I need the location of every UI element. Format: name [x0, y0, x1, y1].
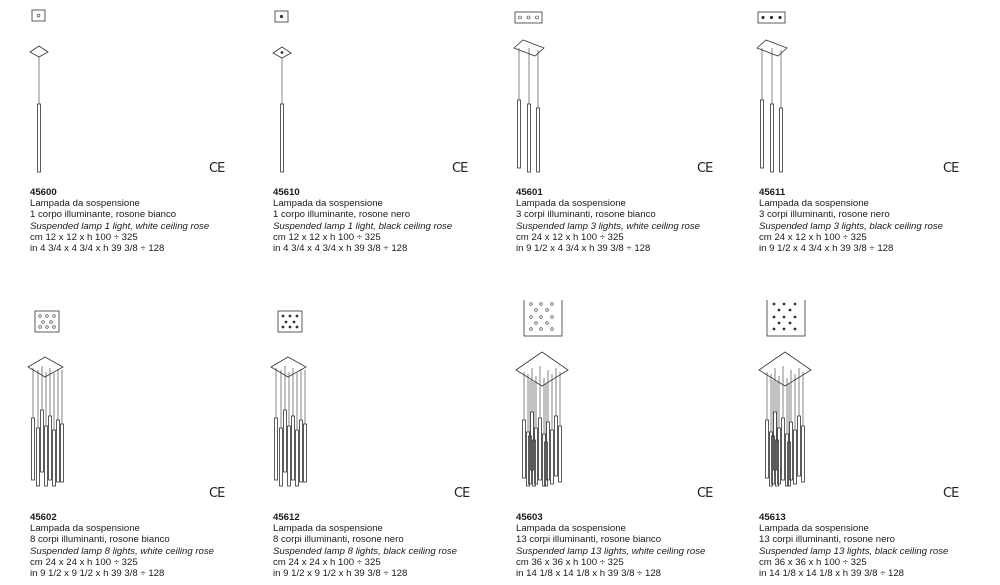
product-dims-in: in 9 1/2 x 4 3/4 x h 39 3/8 ÷ 128: [516, 243, 651, 255]
product-desc-en: Suspended lamp 3 lights, white ceiling rose: [516, 220, 700, 232]
product-code: 45600: [30, 187, 57, 198]
ce-mark: CE: [454, 486, 470, 501]
ce-mark: CE: [943, 161, 959, 176]
lamp-drawing: [0, 300, 243, 500]
lamp-drawing: [243, 300, 486, 500]
lamp-drawing: [486, 300, 729, 500]
product-title-it: Lampada da sospensione: [30, 523, 140, 535]
product-spec: [516, 187, 700, 254]
product-dims-cm: cm 12 x 12 x h 100 ÷ 325: [273, 231, 381, 243]
product-code: 45610: [273, 187, 300, 198]
product-dims-in: in 14 1/8 x 14 1/8 x h 39 3/8 ÷ 128: [759, 568, 905, 580]
ce-mark: CE: [209, 161, 225, 176]
product-code: 45602: [30, 512, 57, 523]
lamp-drawing: [0, 0, 243, 190]
product-dims-in: in 9 1/2 x 9 1/2 x h 39 3/8 ÷ 128: [273, 568, 408, 580]
product-spec: [30, 187, 209, 254]
product-desc-it: 13 corpi illuminanti, rosone bianco: [516, 534, 662, 546]
product-desc-en: Suspended lamp 8 lights, white ceiling rose: [30, 545, 214, 557]
product-desc-en: Suspended lamp 8 lights, black ceiling rose: [273, 545, 457, 557]
product-title-it: Lampada da sospensione: [516, 198, 626, 210]
product-dims-cm: cm 36 x 36 x h 100 ÷ 325: [759, 556, 867, 568]
product-title-it: Lampada da sospensione: [273, 523, 383, 535]
product-dims-cm: cm 36 x 36 x h 100 ÷ 325: [516, 556, 624, 568]
product-dims-cm: cm 24 x 12 x h 100 ÷ 325: [516, 231, 624, 243]
lamp-drawing: [243, 0, 486, 190]
product-title-it: Lampada da sospensione: [30, 198, 140, 210]
product-code: 45601: [516, 187, 543, 198]
product-desc-en: Suspended lamp 1 light, white ceiling rose: [30, 220, 210, 232]
lamp-drawing: [729, 300, 972, 500]
product-desc-en: Suspended lamp 13 lights, black ceiling rose: [759, 545, 949, 557]
product-dims-cm: cm 24 x 12 x h 100 ÷ 325: [759, 231, 867, 243]
product-desc-en: Suspended lamp 1 light, black ceiling rose: [273, 220, 453, 232]
product-code: 45612: [273, 512, 300, 523]
ce-mark: CE: [209, 486, 225, 501]
product-title-it: Lampada da sospensione: [759, 523, 869, 535]
product-desc-it: 3 corpi illuminanti, rosone bianco: [516, 209, 656, 221]
product-desc-it: 1 corpo illuminante, rosone nero: [273, 209, 411, 221]
product-desc-it: 13 corpi illuminanti, rosone nero: [759, 534, 895, 546]
product-dims-cm: cm 24 x 24 x h 100 ÷ 325: [273, 556, 381, 568]
product-dims-cm: cm 24 x 24 x h 100 ÷ 325: [30, 556, 138, 568]
product-spec: [516, 512, 705, 579]
product-desc-en: Suspended lamp 3 lights, black ceiling rose: [759, 220, 943, 232]
product-spec: [273, 187, 452, 254]
product-dims-in: in 4 3/4 x 4 3/4 x h 39 3/8 ÷ 128: [273, 243, 408, 255]
product-dims-in: in 9 1/2 x 4 3/4 x h 39 3/8 ÷ 128: [759, 243, 894, 255]
lamp-drawing: [486, 0, 729, 190]
ce-mark: CE: [697, 161, 713, 176]
ce-mark: CE: [452, 161, 468, 176]
product-desc-it: 3 corpi illuminanti, rosone nero: [759, 209, 890, 221]
product-dims-cm: cm 12 x 12 x h 100 ÷ 325: [30, 231, 138, 243]
product-spec: [30, 512, 214, 579]
ce-mark: CE: [697, 486, 713, 501]
product-title-it: Lampada da sospensione: [759, 198, 869, 210]
product-desc-it: 1 corpo illuminante, rosone bianco: [30, 209, 177, 221]
product-dims-in: in 14 1/8 x 14 1/8 x h 39 3/8 ÷ 128: [516, 568, 662, 580]
ce-mark: CE: [943, 486, 959, 501]
product-code: 45613: [759, 512, 786, 523]
product-desc-en: Suspended lamp 13 lights, white ceiling rose: [516, 545, 706, 557]
product-code: 45611: [759, 187, 786, 198]
product-spec: [759, 512, 948, 579]
product-spec: [273, 512, 457, 579]
product-dims-in: in 9 1/2 x 9 1/2 x h 39 3/8 ÷ 128: [30, 568, 165, 580]
product-desc-it: 8 corpi illuminanti, rosone nero: [273, 534, 404, 546]
product-spec: [759, 187, 943, 254]
lamp-drawing: [729, 0, 972, 190]
product-code: 45603: [516, 512, 543, 523]
product-title-it: Lampada da sospensione: [273, 198, 383, 210]
product-title-it: Lampada da sospensione: [516, 523, 626, 535]
product-desc-it: 8 corpi illuminanti, rosone bianco: [30, 534, 170, 546]
product-dims-in: in 4 3/4 x 4 3/4 x h 39 3/8 ÷ 128: [30, 243, 165, 255]
